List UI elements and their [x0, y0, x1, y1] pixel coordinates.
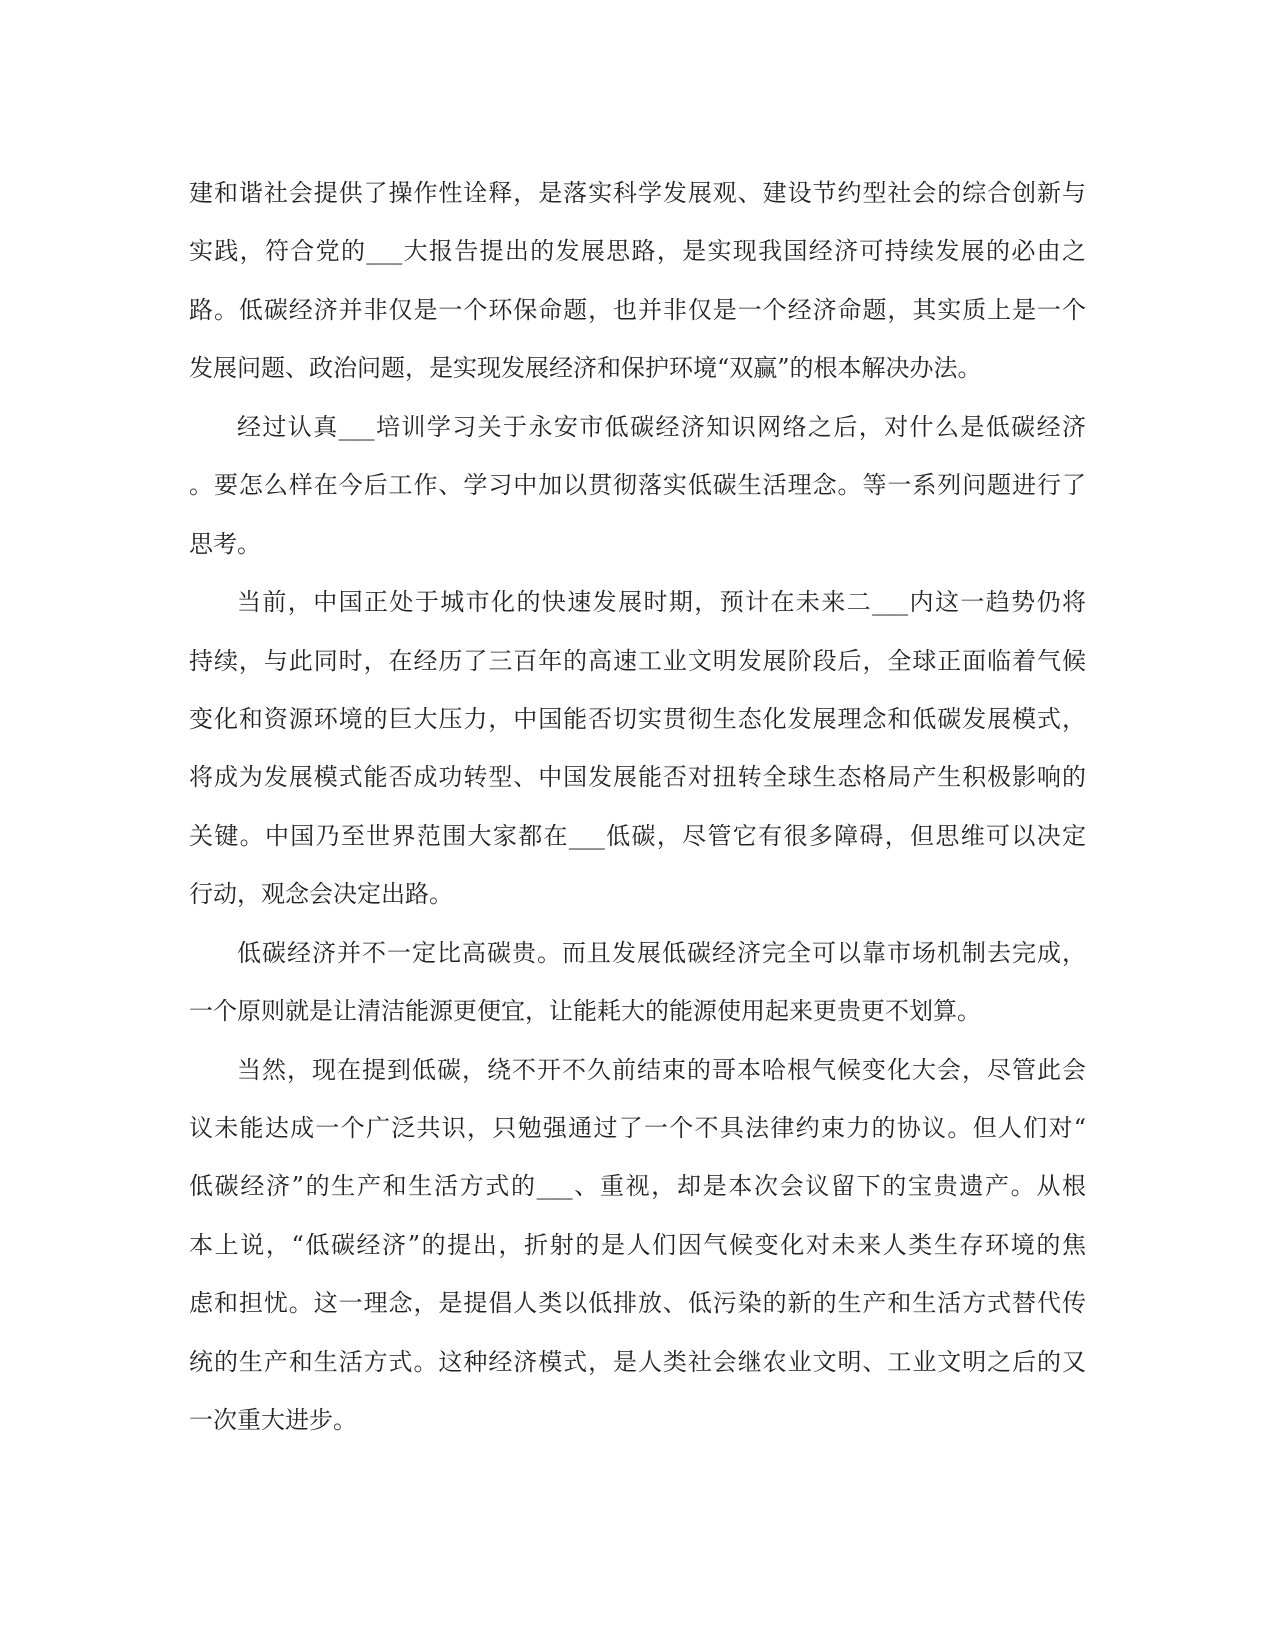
text-line — [189, 632, 1086, 690]
text-line-content: 建和谐社会提供了操作性诠释，是落实科学发展观、建设节约型社会的综合创新与 — [189, 179, 1086, 207]
text-line — [189, 398, 1086, 456]
text-line — [189, 924, 1086, 982]
document-body — [189, 164, 1086, 1450]
text-line-content: 统的生产和生活方式。这种经济模式，是人类社会继农业文明、工业文明之后的又 — [189, 1347, 1086, 1376]
text-line-content: 虑和担忧。这一理念，是提倡人类以低排放、低污染的新的生产和生活方式替代传 — [189, 1289, 1086, 1318]
text-line-content: 当然，现在提到低碳，绕不开不久前结束的哥本哈根气候变化大会，尽管此会 — [237, 1055, 1086, 1084]
text-line-content: 当前，中国正处于城市化的快速发展时期，预计在未来二___内这一趋势仍将 — [237, 588, 1086, 617]
text-line — [189, 690, 1086, 748]
text-line-content: 持续，与此同时，在经历了三百年的高速工业文明发展阶段后，全球正面临着气候 — [189, 646, 1086, 675]
text-line-content: 一个原则就是让清洁能源更便宜，让能耗大的能源使用起来更贵更不划算。 — [189, 997, 981, 1026]
text-line — [189, 515, 1086, 573]
text-line-content: 将成为发展模式能否成功转型、中国发展能否对扭转全球生态格局产生积极影响的 — [189, 763, 1086, 792]
text-line — [189, 573, 1086, 631]
text-line-content: 一次重大进步。 — [189, 1406, 357, 1435]
text-line — [189, 982, 1086, 1040]
text-line — [189, 865, 1086, 923]
text-line — [189, 1099, 1086, 1157]
text-line — [189, 456, 1086, 514]
text-line-content: 行动，观念会决定出路。 — [189, 880, 453, 909]
text-line-content: 发展问题、政治问题，是实现发展经济和保护环境“双赢”的根本解决办法。 — [189, 354, 982, 383]
text-line — [189, 1274, 1086, 1332]
text-line-content: 实践，符合党的___大报告提出的发展思路，是实现我国经济可持续发展的必由之 — [189, 237, 1086, 266]
text-line-content: 关键。中国乃至世界范围大家都在___低碳，尽管它有很多障碍，但思维可以决定 — [189, 821, 1086, 850]
text-line — [189, 1216, 1086, 1274]
text-line — [189, 1333, 1086, 1391]
text-line — [189, 339, 1086, 397]
text-line-content: 本上说，“低碳经济”的提出，折射的是人们因气候变化对未来人类生存环境的焦 — [189, 1230, 1086, 1259]
text-line-content: 路。低碳经济并非仅是一个环保命题，也并非仅是一个经济命题，其实质上是一个 — [189, 295, 1086, 324]
text-line — [189, 748, 1086, 806]
text-line — [189, 1041, 1086, 1099]
text-line-content: 议未能达成一个广泛共识，只勉强通过了一个不具法律约束力的协议。但人们对“ — [189, 1114, 1086, 1142]
text-line-content: 经过认真___培训学习关于永安市低碳经济知识网络之后，对什么是低碳经济 — [237, 412, 1086, 441]
text-line — [189, 164, 1086, 222]
text-line-content: 低碳经济并不一定比高碳贵。而且发展低碳经济完全可以靠市场机制去完成， — [237, 938, 1086, 967]
text-line-content: 。要怎么样在今后工作、学习中加以贯彻落实低碳生活理念。等一系列问题进行了 — [189, 471, 1086, 500]
text-line — [189, 222, 1086, 280]
text-line-content: 低碳经济”的生产和生活方式的___、重视，却是本次会议留下的宝贵遗产。从根 — [189, 1172, 1086, 1201]
text-line-content: 变化和资源环境的巨大压力，中国能否切实贯彻生态化发展理念和低碳发展模式， — [189, 704, 1086, 733]
text-line-content: 思考。 — [189, 529, 261, 558]
text-line — [189, 1391, 1086, 1449]
text-line — [189, 281, 1086, 339]
text-line — [189, 807, 1086, 865]
text-line — [189, 1157, 1086, 1215]
